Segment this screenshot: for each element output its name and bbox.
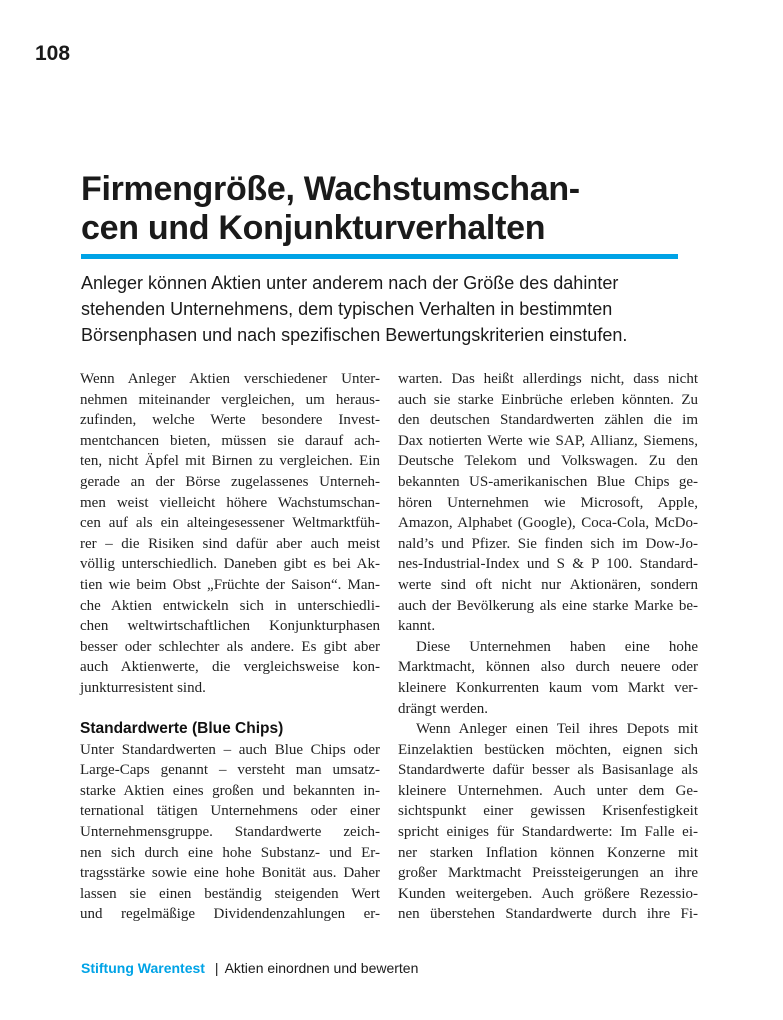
text-line: tien wie beim Obst „Früchte der Saison“. Man- — [80, 576, 380, 593]
text-line: völlig unterschiedlich. Daneben gibt es bei Ak- — [80, 556, 380, 573]
lead-paragraph — [81, 270, 721, 348]
text-line: auch Aktienwerte, die vergleichsweise kon- — [80, 659, 380, 676]
text-line: nen sich durch eine hohe Substanz- und Er- — [80, 844, 380, 861]
text-line: ternational tätigen Unternehmens oder einer — [80, 803, 380, 820]
title-line: Firmengröße, Wachstumschan- — [81, 170, 580, 208]
text-line: lassen sie einen beständig steigenden Wert — [80, 885, 380, 902]
text-line: nen überstehen Standardwerte durch ihre Fi- — [398, 906, 698, 923]
paragraph — [398, 369, 698, 637]
title-line: cen und Konjunkturverhalten — [81, 209, 546, 247]
text-line: Wenn Anleger einen Teil ihres Depots mit — [416, 721, 698, 738]
text-line: Marktmacht, können also durch neuere oder — [398, 659, 698, 676]
text-line: sichtspunkt einer gewissen Krisenfestigkeit — [398, 803, 698, 820]
text-line: spricht einiges für Standardwerte: Im Falle ei- — [398, 824, 698, 841]
text-line: kleinere Unternehmen. Auch unter dem Ge- — [398, 782, 698, 799]
text-line: Unternehmensgruppe. Standardwerte zeich- — [80, 824, 380, 841]
text-line: rer – die Risiken sind dafür aber auch meist — [80, 535, 380, 552]
lead-line: stehenden Unternehmens, dem typischen Verhalten in bestimmten — [81, 299, 613, 319]
text-line: Kunden weitergeben. Auch größere Rezessio- — [398, 885, 698, 902]
paragraph — [398, 637, 698, 719]
page-title — [81, 170, 721, 248]
text-line: ten, nicht Äpfel mit Birnen zu vergleichen. Ein — [80, 453, 380, 470]
paragraph — [80, 740, 380, 925]
text-line: starke Aktien eines großen und bekannten in- — [80, 782, 380, 799]
footer-section: Aktien einordnen und bewerten — [224, 960, 419, 976]
text-line: auch sie starke Einbrüche erleben könnten. Zu — [398, 391, 698, 408]
text-line: kleinere Konkurrenten kaum vom Markt ver- — [398, 679, 698, 696]
title-divider — [81, 254, 678, 259]
text-line: nald’s und Pfizer. Sie finden sich im Dow-Jo- — [398, 535, 698, 552]
text-line: großer Marktmacht Preissteigerungen an ihre — [398, 865, 698, 882]
text-line: bekannten US-amerikanischen Blue Chips ge- — [398, 473, 698, 490]
text-line: besser oder schlechter als andere. Es gibt aber — [80, 638, 380, 655]
text-line: junkturresistent sind. — [80, 679, 206, 696]
text-line: ner starken Inflation können Konzerne mit — [398, 844, 698, 861]
text-line: nehmen miteinander vergleichen, um heraus- — [80, 391, 380, 408]
text-column-left — [80, 369, 380, 925]
text-line: Deutsche Telekom und Volkswagen. Zu den — [398, 453, 698, 470]
text-line: warten. Das heißt allerdings nicht, dass nicht — [398, 371, 698, 387]
text-line: auch der Bevölkerung als eine starke Marke be- — [398, 597, 698, 614]
text-line: Diese Unternehmen haben eine hohe — [416, 638, 698, 655]
text-line: kannt. — [398, 618, 436, 635]
text-line: cen auf als ein alteingesessener Weltmarktfüh- — [80, 515, 380, 532]
text-line: werte sind oft nicht nur Aktionären, sondern — [398, 576, 698, 593]
paragraph — [398, 719, 698, 925]
lead-line: Börsenphasen und nach spezifischen Bewertungskriterien einstufen. — [81, 325, 628, 345]
page-number: 108 — [35, 42, 71, 65]
text-line: Unter Standardwerten – auch Blue Chips oder — [80, 741, 380, 758]
text-line: Einzelaktien bestücken möchten, eignen sich — [398, 741, 698, 758]
text-line: und regelmäßige Dividendenzahlungen er- — [80, 906, 380, 923]
text-line: hören Unternehmen wie Microsoft, Apple, — [398, 494, 698, 511]
text-line: Standardwerte dafür besser als Basisanlage als — [398, 762, 698, 779]
text-line: gerade an der Börse zugelassenes Unterneh- — [80, 473, 380, 490]
paragraph — [80, 369, 380, 699]
text-line: Amazon, Alphabet (Google), Coca-Cola, McDo- — [398, 515, 698, 532]
footer-brand: Stiftung Warentest — [81, 960, 205, 976]
text-line: drängt werden. — [398, 700, 488, 717]
text-line: tragsstärke sowie eine hohe Bonität aus. Daher — [80, 865, 380, 882]
text-line: Wenn Anleger Aktien verschiedener Unter- — [80, 371, 380, 387]
text-line: zufinden, welche Werte besondere Invest- — [80, 412, 380, 429]
page-footer — [81, 960, 418, 976]
text-line: men weist vielleicht höhere Wachstumschan- — [80, 494, 380, 511]
text-line: Dax notierten Werte wie SAP, Allianz, Siemens, — [398, 432, 698, 449]
text-column-right — [398, 369, 698, 925]
section-heading: Standardwerte (Blue Chips) — [80, 720, 284, 738]
text-line: mentchancen bieten, müssen sie darauf ach- — [80, 432, 380, 449]
text-line: nes-Industrial-Index und S & P 100. Standard- — [398, 556, 698, 573]
text-line: Large-Caps genannt – versteht man umsatz- — [80, 762, 380, 779]
text-line: den deutschen Standardwerten zählen die im — [398, 412, 698, 429]
text-line: chen weltwirtschaftlichen Konjunkturphasen — [80, 618, 380, 635]
lead-line: Anleger können Aktien unter anderem nach der Größe des dahinter — [81, 273, 619, 293]
footer-separator: | — [214, 960, 219, 976]
text-line: che Aktien entwickeln sich in unterschiedli- — [80, 597, 380, 614]
